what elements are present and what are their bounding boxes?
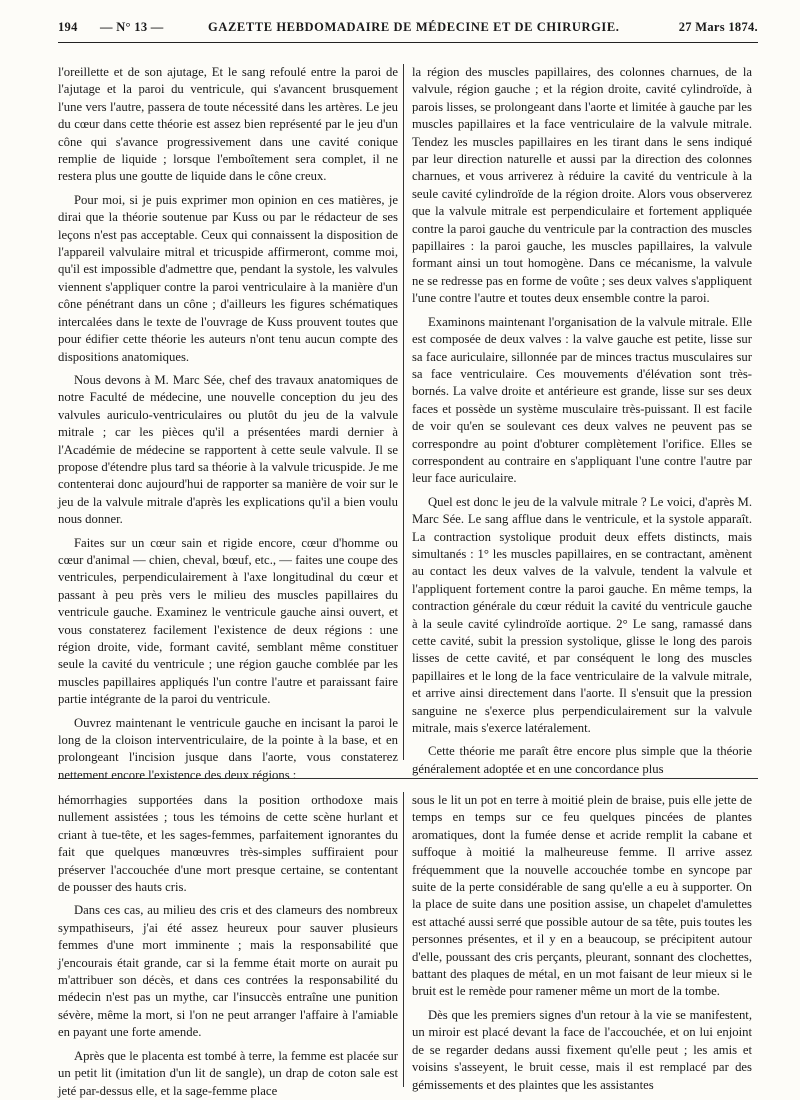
article-column-left	[58, 64, 398, 782]
paragraph: sous le lit un pot en terre à moitié plein de braise, puis elle jette de temps en temps sur ce feu quelques pincées de plantes aromatiques, dont la fumée dense et acride remplit la cabane et suffoque à moitié la malheureuse femme. Il arrive assez fréquemment que la nouvelle accouchée tombe en syncope par suite de la perte considérable de sang qu'elle a eu à supporter. On la place de suite dans une position assise, un chapelet d'amulettes est attaché aussi serré que possible autour de sa tête, puis toutes les personnes présentes, et il y en a beaucoup, se précipitent autour d'elle, poussant des cris perçants, pleurant, sonnant des clochettes, battant des plaques de métal, en un mot faisant de leur mieux si le bruit est le remède pour ramener même un mort de la tombe.	[412, 793, 752, 999]
paragraph: Quel est donc le jeu de la valvule mitrale ? Le voici, d'après M. Marc Sée. Le sang afflue dans le ventricule, et la systole apparaît. La contraction systolique produit deux effets distincts, mais simultanés : 1° les muscles papillaires, en se contractant, amènent au contact les deux valves de la valvule, tendent la valvule et l'appliquent fortement contre la paroi gauche. En même temps, la contraction générale du cœur réduit la cavité du ventricule gauche à la seule cavité cylindroïde aortique. 2° Le sang, ramassé dans cette cavité, subit la pression systolique, glisse le long des parois lisses de cette cavité, et par conséquent le long des muscles papillaires et le long de la face ventriculaire de la valvule mitrale, et arrive ainsi directement dans l'aorte. Il s'ensuit que la pression sanguine ne s'exerce plus perpendiculairement sur la valvule mitrale, mais s'exerce latéralement.	[412, 494, 752, 736]
paragraph: Après que le placenta est tombé à terre, la femme est placée sur un petit lit (imitation d'un lit de sangle), un drap de coton sale est jeté par-dessus elle, et la sage-femme place	[58, 1048, 398, 1098]
paragraph: l'oreillette et de son ajutage, Et le sang refoulé entre la paroi de l'ajutage et la paroi du ventricule, qui s'avancent brusquement l'une vers l'autre, passera de toute nécessité dans les artères. Le jeu du cœur dans cette théorie est assez bien représenté par le jeu d'un cône qui s'avance progressivement dans une cavité conique remplie de liquide ; lorsque l'emboîtement sera complet, il ne restera plus une goutte de liquide dans le cône creux.	[58, 65, 398, 184]
page-header	[58, 12, 758, 38]
section-divider	[58, 778, 758, 779]
paragraph: Dès que les premiers signes d'un retour à la vie se manifestent, un miroir est placé devant la face de l'accouchée, et on lui enjoint de se regarder dedans aussi fixement qu'elle peut ; les amis et voisins s'asseyent, le bruit cesse, mais il est remplacé par des gémissements et des plaintes que les assistantes	[412, 1007, 752, 1092]
paragraph: Pour moi, si je puis exprimer mon opinion en ces matières, je dirai que la théorie soutenue par Kuss ou par le rédacteur de ses leçons n'est pas acceptable. Ceux qui connaissent la disposition de l'appareil valvulaire mitral et tricuspide affirmeront, comme moi, qu'il est impossible d'admettre que, pendant la systole, les valvules viennent s'appliquer contre la paroi ventriculaire à la manière d'un cône pénétrant dans un cône ; d'ailleurs les figures schématiques intercalées dans le texte de l'ouvrage de Kuss prouvent toutes que pour édifier cette théorie les auteurs n'ont tenu aucun compte des dispositions anatomiques.	[58, 192, 398, 364]
paragraph: Dans ces cas, au milieu des cris et des clameurs des nombreux sympathiseurs, j'ai été assez heureux pour sauver plusieurs femmes d'une mort imminente ; mais la responsabilité que j'encourais était grande, car si la femme était morte on aurait pu m'attribuer son décès, et dans ces contrées la responsabilité du médecin n'est pas un mythe, car l'insuccès entraîne une punition sévère, même la mort, si l'on ne peut arranger l'affaire à l'amiable en payant une forte amende.	[58, 903, 398, 1040]
paragraph: Faites sur un cœur sain et rigide encore, cœur d'homme ou cœur d'animal — chien, cheval, bœuf, etc., — faites une coupe des ventricules, perpendiculairement à l'axe longitudinal du cœur et passant à peu près vers le milieu des muscles papillaires du ventricule gauche. Examinez le ventricule gauche ainsi ouvert, et vous constaterez facilement l'existence de deux régions : une région droite, vide, formant cavité, semblant même constituer seule la cavité du ventricule ; une région gauche comblée par les muscles papillaires appliqués l'un contre l'autre et paraissant faire partie intégrante de la paroi du ventricule.	[58, 535, 398, 707]
paragraph: Cette théorie me paraît être encore plus simple que la théorie généralement adoptée et en une concordance plus	[412, 744, 752, 776]
feuilleton-column-left	[58, 792, 398, 1098]
issue-number: — N° 13 —	[100, 20, 164, 34]
paragraph: Nous devons à M. Marc Sée, chef des travaux anatomiques de notre Faculté de médecine, une nouvelle conception du jeu des valvules auriculo-ventriculaires ou plutôt du jeu de la valvule mitrale ; car les pièces qu'il a présentées mardi dernier à l'Académie de médecine se rapportent à cette seule valvule. Il se propose d'étendre plus tard sa théorie à la valvule tricuspide. Je me contenterai donc aujourd'hui de rapporter sa manière de voir sur le jeu de la valvule mitrale d'après les explications qu'il a bien voulu nous donner.	[58, 372, 398, 527]
paragraph: Ouvrez maintenant le ventricule gauche en incisant la paroi le long de la cloison interventriculaire, de la pointe à la base, et en prolongeant l'incision jusque dans l'aorte, vous constaterez nettement encore l'existence des deux régions :	[58, 715, 398, 782]
paragraph: hémorrhagies supportées dans la position orthodoxe mais nullement assistées ; tous les témoins de cette scène hurlant et criant à tue-tête, et les sages-femmes, parfaitement ignorantes du fait que quelques manœuvres très-simples suffiraient pour préserver l'accouchée d'une mort presque certaine, se contentant de pousser des hauts cris.	[58, 793, 398, 895]
feuilleton-column-right	[412, 792, 752, 1092]
column-divider	[403, 64, 404, 760]
issue-date: 27 Mars 1874.	[678, 20, 758, 34]
paragraph: la région des muscles papillaires, des colonnes charnues, de la valvule, région gauche ; et la région droite, cavité cylindroïde, à parois lisses, se prolongeant dans l'aorte et limitée à gauche par les muscles papillaires et la face ventriculaire de la valvule mitrale. Tendez les muscles papillaires en les tirant dans le sens indiqué par leur direction naturelle et aussi par la direction des colonnes charnues, et vous arriverez à réduire la cavité du ventricule à la seule cavité cylindroïde de la région droite. Alors vous observerez que la valvule mitrale est perpendiculaire et fortement appliquée contre la paroi gauche du ventricule par la contraction des muscles papillaires : la paroi gauche, les muscles papillaires, la valvule formant ainsi un tout homogène. Dans ce mécanisme, la valvule ne se redresse pas en forme de voûte ; ses deux valves s'appliquent l'une contre l'autre et toutes deux ensemble contre la paroi.	[412, 65, 752, 306]
column-divider	[403, 792, 404, 1087]
article-column-right	[412, 64, 752, 776]
paragraph: Examinons maintenant l'organisation de la valvule mitrale. Elle est composée de deux valves : la valve gauche est petite, lisse sur sa face auriculaire, sillonnée par de minces tractus musculaires sur sa face ventriculaire. Ces mouvements d'élévation sont très-bornés. La valve droite et antérieure est grande, lisse sur ses deux faces et possède un système musculaire très-puissant. Il est facile de voir qu'en se soulevant ces deux valves ne peuvent pas se correspondre au point d'obturer complètement l'orifice. Elles se correspondent au contraire en s'appliquant l'une contre l'autre par leur face auriculaire.	[412, 314, 752, 486]
page-number: 194	[58, 20, 78, 34]
journal-title: GAZETTE HEBDOMADAIRE DE MÉDECINE ET DE CHIRURGIE.	[208, 20, 620, 34]
header-rule	[58, 42, 758, 43]
